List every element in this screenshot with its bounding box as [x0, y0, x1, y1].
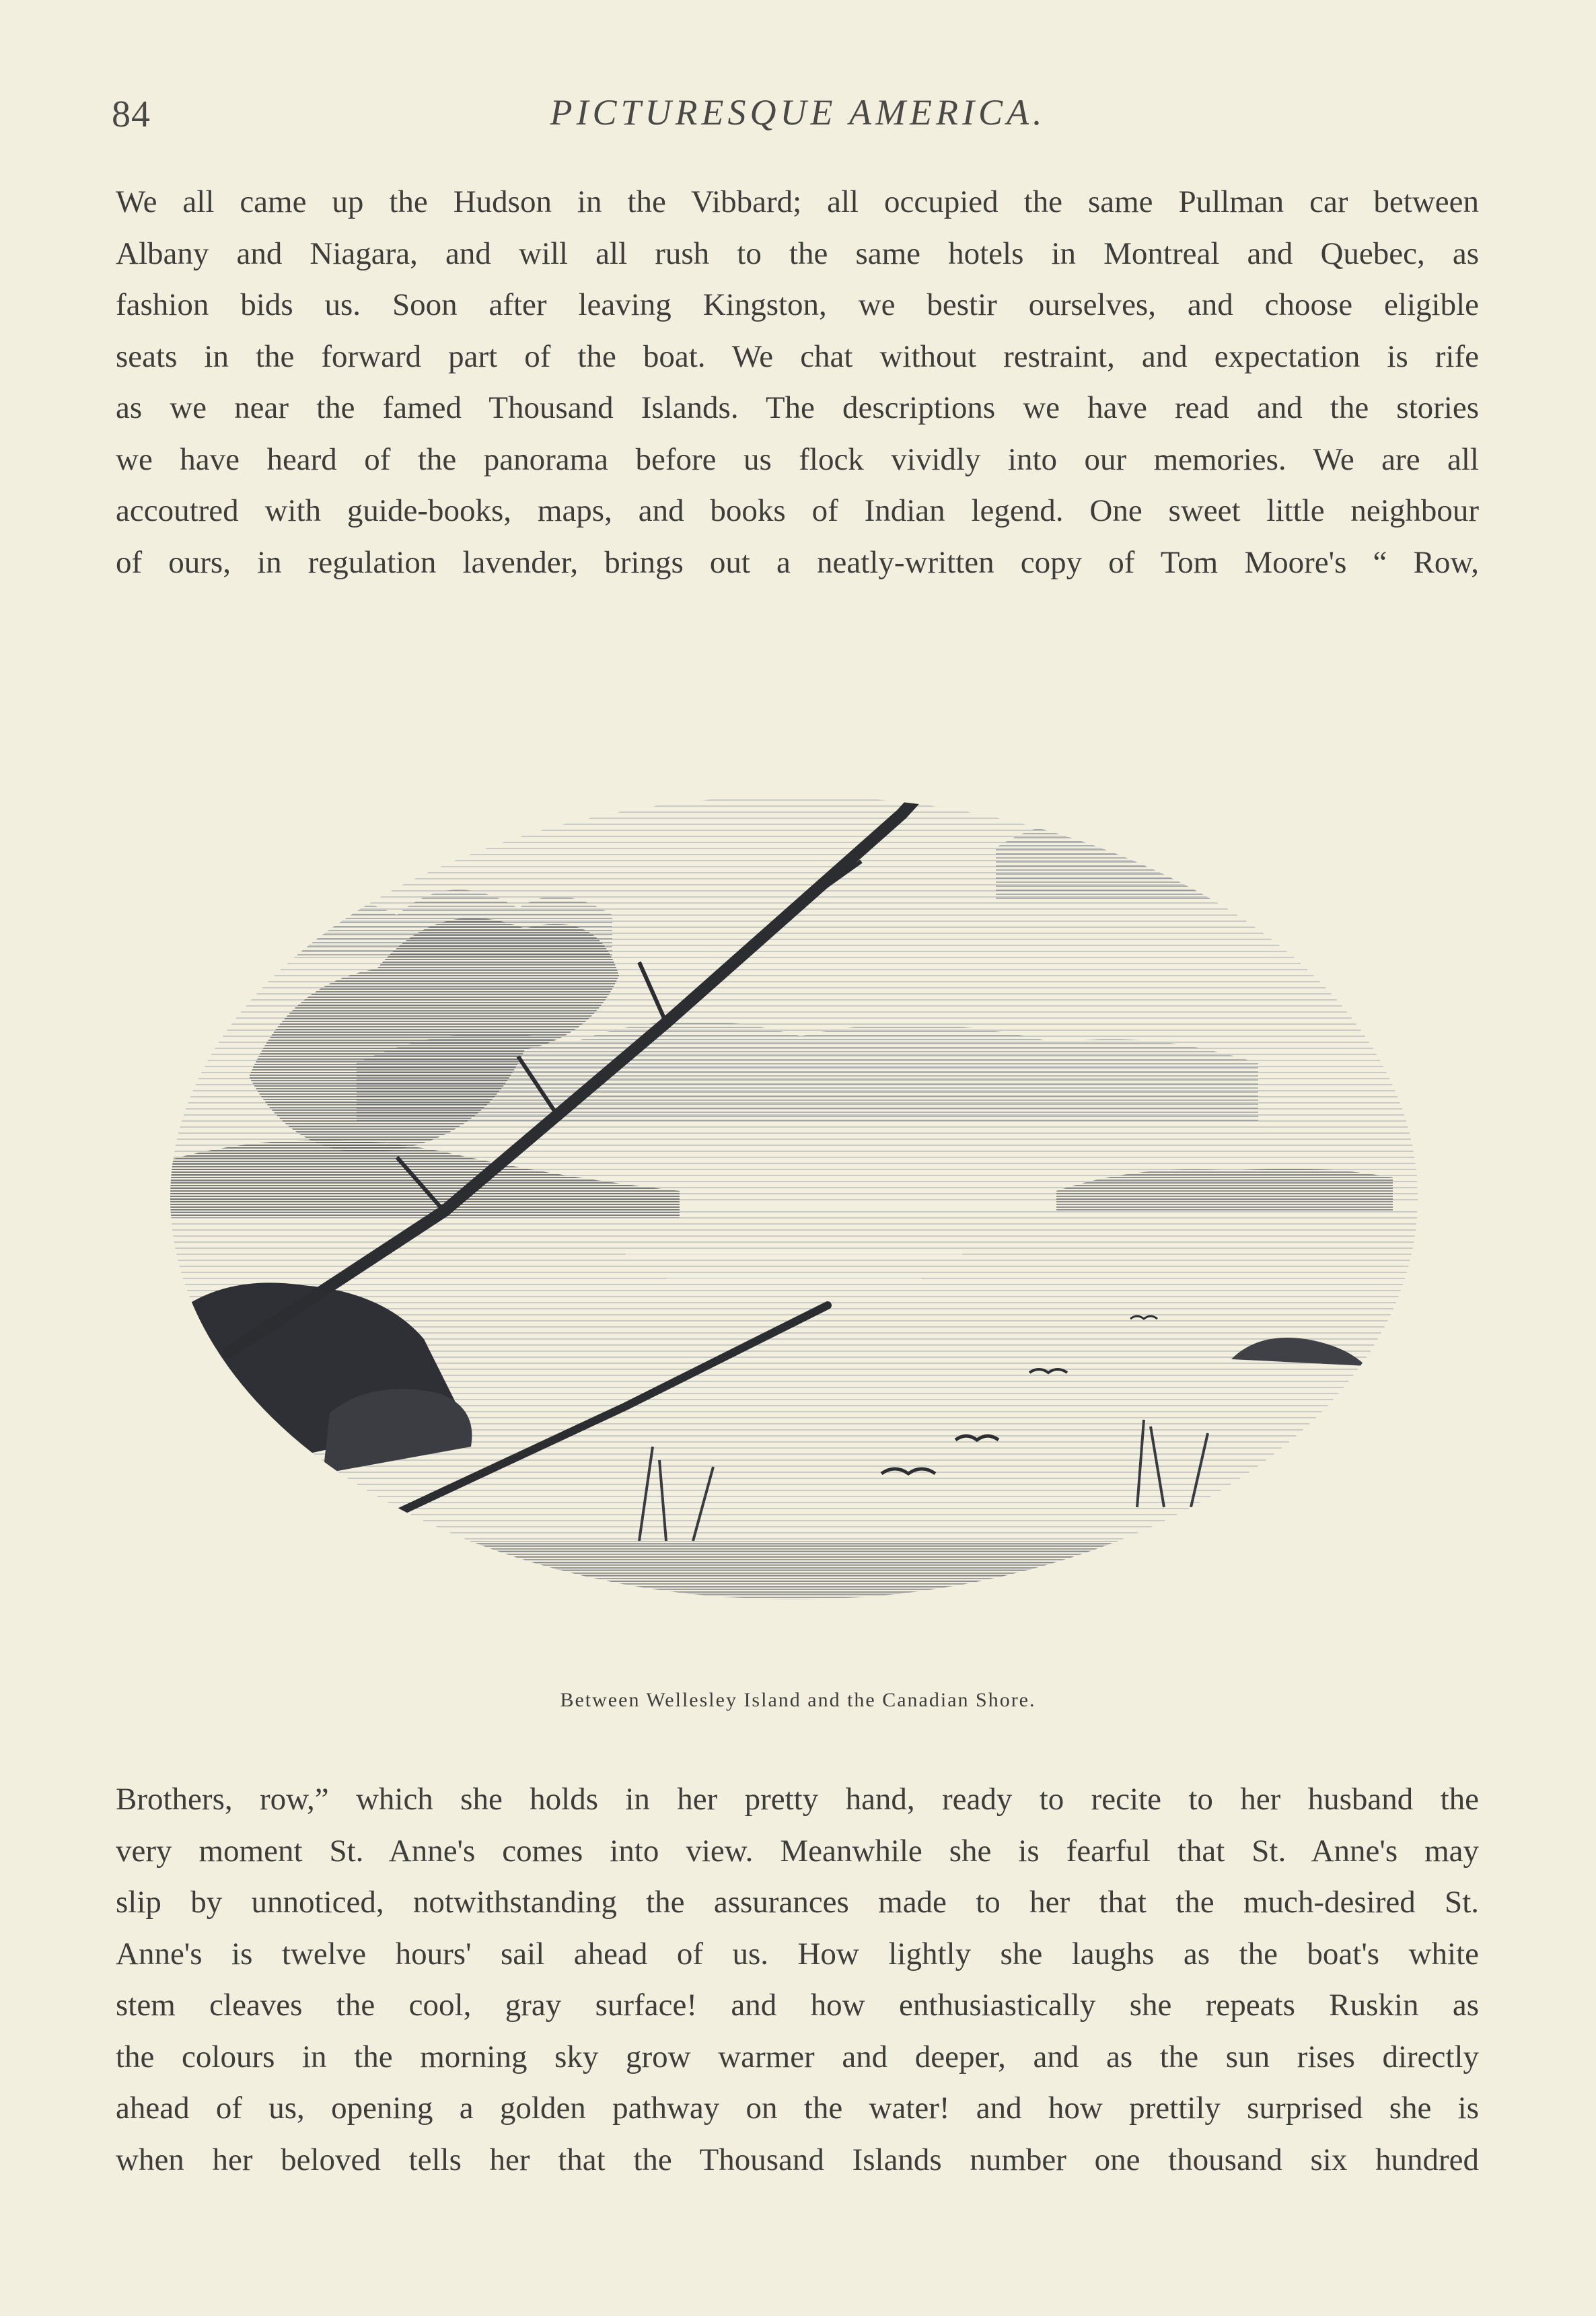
text-line: we have heard of the panorama before us flock vividly into our memories. We are all	[116, 441, 1479, 477]
text-line: Albany and Niagara, and will all rush to the same hotels in Montreal and Quebec, as	[116, 236, 1479, 271]
text-line: Brothers, row,” which she holds in her pretty hand, ready to recite to her husband the	[116, 1782, 1479, 1817]
text-line: stem cleaves the cool, gray surface! and how enthusiastically she repeats Ruskin as	[116, 1988, 1479, 2023]
paragraph-bottom	[116, 1774, 1479, 2185]
text-line: We all came up the Hudson in the Vibbard; all occupied the same Pullman car between	[116, 184, 1479, 219]
text-line: ahead of us, opening a golden pathway on the water! and how prettily surprised she is	[116, 2091, 1479, 2126]
text-line: accoutred with guide-books, maps, and books of Indian legend. One sweet little neighbour	[116, 493, 1479, 528]
figure-caption: Between Wellesley Island and the Canadian Shore.	[560, 1689, 1036, 1711]
text-line: the colours in the morning sky grow warmer and deeper, and as the sun rises directly	[116, 2039, 1479, 2074]
page-number: 84	[112, 94, 151, 135]
cloud	[706, 710, 1029, 781]
running-head: PICTURESQUE AMERICA.	[550, 92, 1046, 133]
text-line: slip by unnoticed, notwithstanding the assurances made to her that the much-desired St.	[116, 1885, 1479, 1920]
engraving-illustration	[155, 646, 1433, 1655]
foreground-shore	[155, 1541, 1433, 1655]
text-line: fashion bids us. Soon after leaving Kingston, we bestir ourselves, and choose eligible	[116, 287, 1479, 322]
text-line: of ours, in regulation lavender, brings out a neatly-written copy of Tom Moore's “ Row,	[116, 544, 1479, 580]
text-line: when her beloved tells her that the Thousand Islands number one thousand six hundred	[116, 2142, 1479, 2177]
text-line: very moment St. Anne's comes into view. Meanwhile she is fearful that St. Anne's may	[116, 1833, 1479, 1869]
text-line: seats in the forward part of the boat. We chat without restraint, and expectation is rife	[116, 338, 1479, 374]
paragraph-top	[116, 176, 1479, 588]
text-line: as we near the famed Thousand Islands. The descriptions we have read and the stories	[116, 390, 1479, 425]
text-line: Anne's is twelve hours' sail ahead of us. How lightly she laughs as the boat's white	[116, 1936, 1479, 1971]
